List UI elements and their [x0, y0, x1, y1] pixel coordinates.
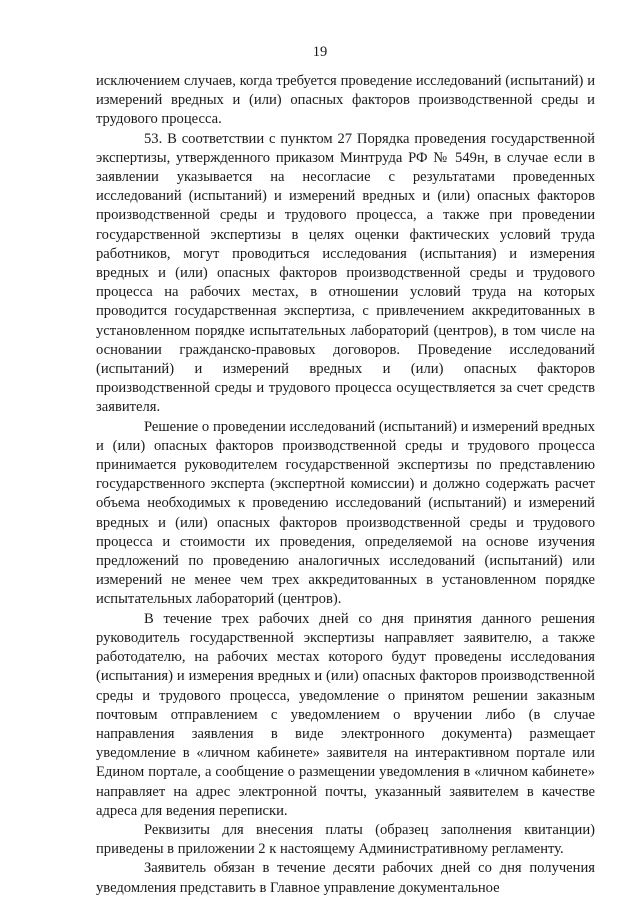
paragraph-53: 53. В соответствии с пунктом 27 Порядка проведения государственной экспертизы, утвержденного приказом Минтруда РФ № 549н, в случае если в заявлении указывается на несогласие с результатами проведенных исследований (испытаний) и измерений вредных и (или) опасных факторов производственной среды и трудового процесса, а также при проведении государственной экспертизы в целях оценки фактических условий труда работников, могут проводиться исследования (испытания) и измерения вредных и (или) опасных факторов производственной среды и трудового процесса на рабочих местах, в отношении условий труда на которых проводится государственная экспертиза, с привлечением аккредитованных в установленном порядке испытательных лабораторий (центров), в том числе на основании гражданско-правовых договоров. Проведение исследований (испытаний) и измерений вредных и (или) опасных факторов производственной среды и трудового процесса осуществляется за счет средств заявителя.	[96, 130, 595, 416]
paragraph-applicant-obligation: Заявитель обязан в течение десяти рабочих дней со дня получения уведомления представить в Главное управление документальное	[96, 860, 595, 896]
document-body	[96, 72, 595, 898]
page-number: 19	[312, 44, 328, 60]
paragraph-decision: Решение о проведении исследований (испытаний) и измерений вредных и (или) опасных факторов производственной среды и трудового процесса принимается руководителем государственной экспертизы по представлению государственного эксперта (экспертной комиссии) и должно содержать расчет объема необходимых к проведению исследований (испытаний) и измерений вредных и (или) опасных факторов производственной среды и трудового процесса и стоимости их проведения, определяемой на основе изучения предложений по проведению аналогичных исследований (испытаний) или измерений не менее чем трех аккредитованных в установленном порядке испытательных лабораторий (центров).	[96, 418, 595, 608]
paragraph-notification: В течение трех рабочих дней со дня принятия данного решения руководитель государственной экспертизы направляет заявителю, а также работодателю, на рабочих местах которого будут проведены исследования (испытания) и измерения вредных и (или) опасных факторов производственной среды и трудового процесса, уведомление о принятом решении заказным почтовым отправлением с уведомлением о вручении либо (в случае направления заявления в виде электронного документа) размещает уведомление в «личном кабинете» заявителя на интерактивном портале или Едином портале, а сообщение о размещении уведомления в «личном кабинете» направляет на адрес электронной почты, указанный заявителем в качестве адреса для ведения переписки.	[96, 610, 595, 819]
paragraph-continuation: исключением случаев, когда требуется проведение исследований (испытаний) и измерений вредных и (или) опасных факторов производственной среды и трудового процесса.	[96, 73, 595, 128]
paragraph-payment-details: Реквизиты для внесения платы (образец заполнения квитанции) приведены в приложении 2 к настоящему Административному регламенту.	[96, 821, 595, 858]
